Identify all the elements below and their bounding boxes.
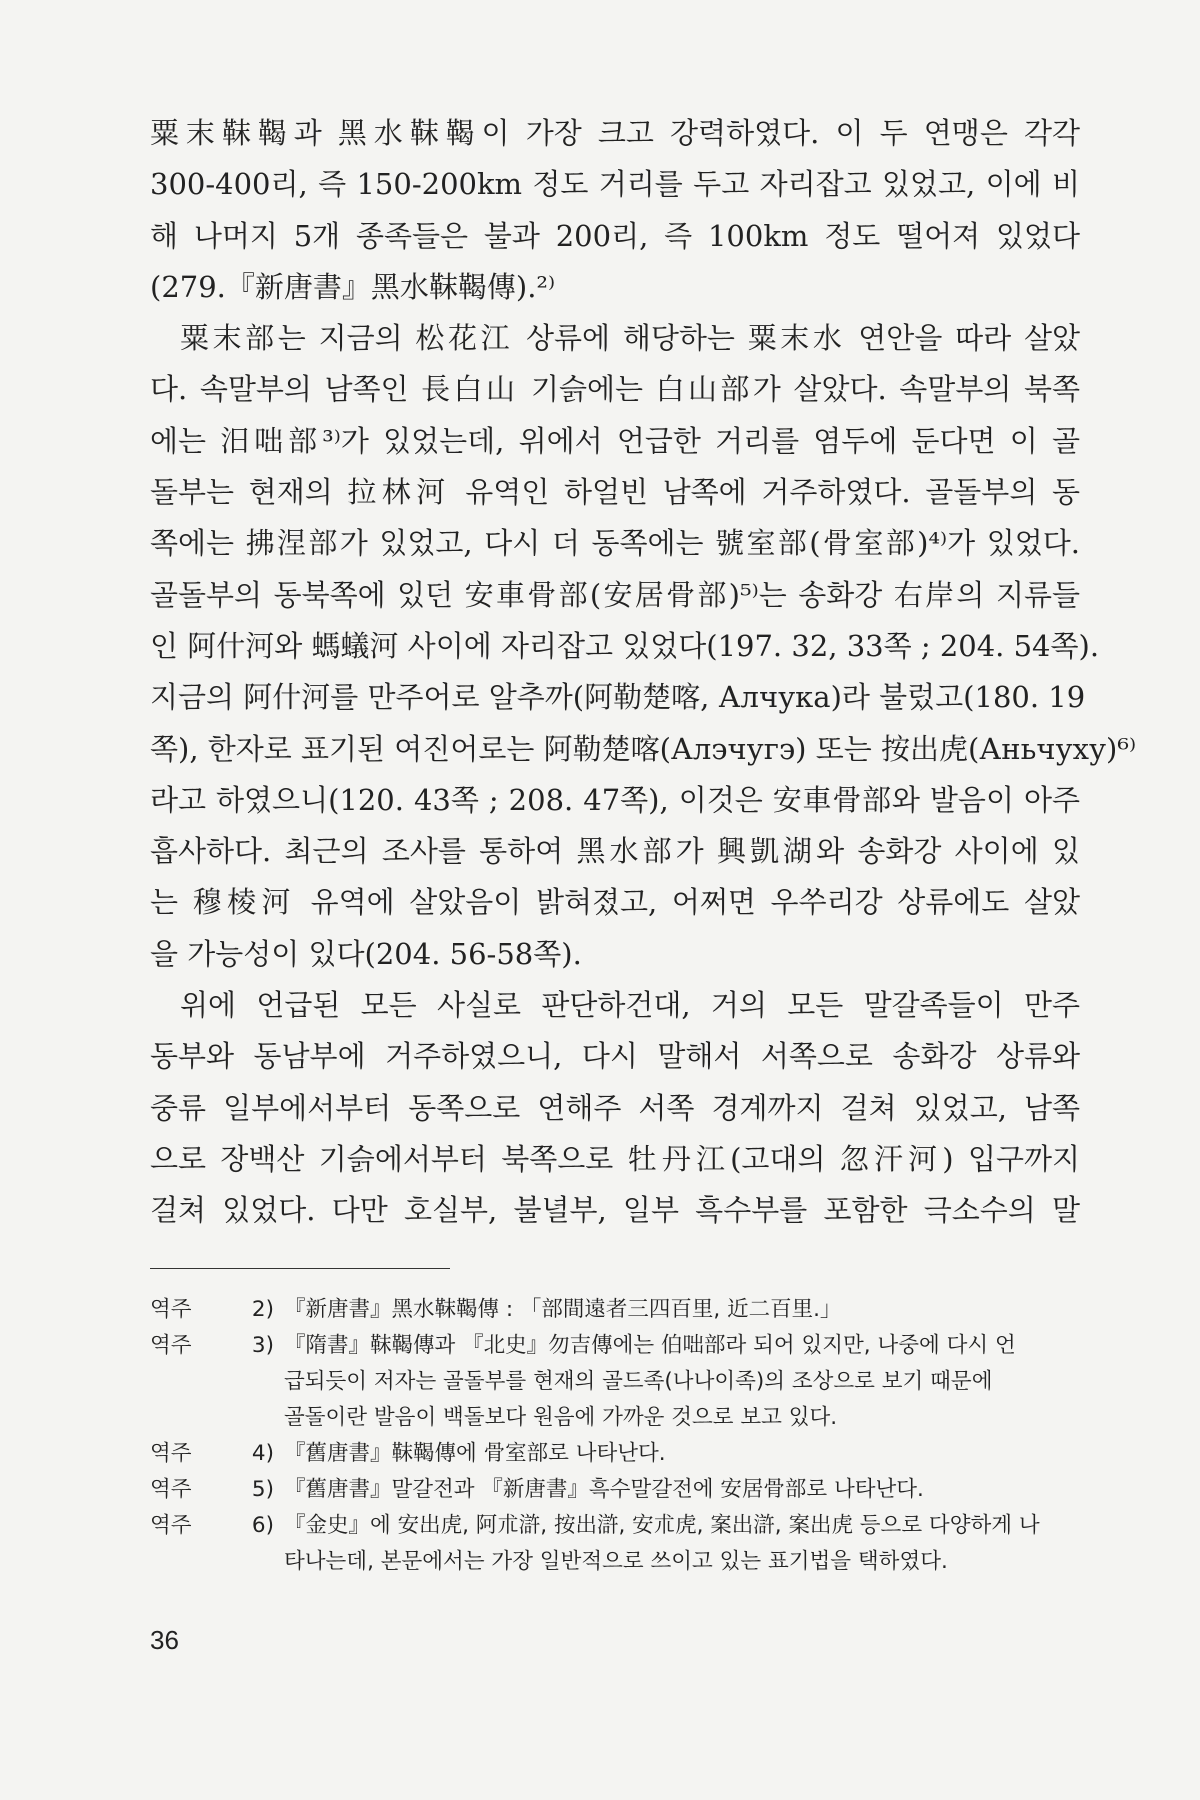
text-line: 粟末部는 지금의 松花江 상류에 해당하는 粟末水 연안을 따라 살았 — [180, 321, 1080, 356]
footnote-text: 『新唐書』黑水靺鞨傳 : 「部間遠者三四百里, 近二百里.」 — [284, 1297, 842, 1322]
text-line: 중류 일부에서부터 동쪽으로 연해주 서쪽 경계까지 걸쳐 있었고, 남쪽 — [150, 1090, 1080, 1125]
text-line: 해 나머지 5개 종족들은 불과 200리, 즉 100km 정도 떨어져 있었다 — [150, 218, 1080, 253]
text-line: 인 阿什河와 螞蟻河 사이에 자리잡고 있었다(197. 32, 33쪽 ; 204. 54쪽). — [150, 628, 1100, 663]
footnote-2 — [150, 1292, 1080, 1328]
text-line: 걸쳐 있었다. 다만 호실부, 불녈부, 일부 흑수부를 포함한 극소수의 말 — [150, 1193, 1080, 1228]
footnote-text: 『金史』에 安出虎, 阿朮滸, 按出滸, 安朮虎, 案出滸, 案出虎 등으로 다양하게 나 — [284, 1513, 1040, 1538]
footnote-number: 2) — [251, 1297, 274, 1322]
footnote-label: 역주 — [150, 1477, 192, 1502]
text-line: 골돌부의 동북쪽에 있던 安車骨部(安居骨部)⁵⁾는 송화강 右岸의 지류들 — [150, 577, 1080, 612]
text-line: 에는 汨咄部³⁾가 있었는데, 위에서 언급한 거리를 염두에 둔다면 이 골 — [150, 423, 1080, 458]
footnote-4 — [150, 1436, 1080, 1472]
text-line: 粟末靺鞨과 黑水靺鞨이 가장 크고 강력하였다. 이 두 연맹은 각각 — [150, 116, 1080, 150]
text-line: 을 가능성이 있다(204. 56-58쪽). — [150, 936, 582, 971]
text-line: 라고 하였으니(120. 43쪽 ; 208. 47쪽), 이것은 安車骨部와 발음이 아주 — [150, 782, 1080, 817]
footnote-label: 역주 — [150, 1513, 192, 1538]
text-line: 300-400리, 즉 150-200km 정도 거리를 두고 자리잡고 있었고, 이에 비 — [150, 167, 1080, 202]
footnote-text: 타나는데, 본문에서는 가장 일반적으로 쓰이고 있는 표기법을 택하였다. — [284, 1549, 948, 1574]
footnote-text: 『隋書』靺鞨傳과 『北史』勿吉傳에는 伯咄部라 되어 있지만, 나중에 다시 언 — [284, 1333, 1016, 1358]
text-line: (279.『新唐書』黑水靺鞨傳).²⁾ — [150, 269, 556, 304]
text-line: 는 穆棱河 유역에 살았음이 밝혀졌고, 어쩌면 우쑤리강 상류에도 살았 — [150, 885, 1080, 920]
page-number: 36 — [150, 1625, 179, 1655]
footnote-number: 4) — [251, 1441, 274, 1466]
text-line: 흡사하다. 최근의 조사를 통하여 黑水部가 興凱湖와 송화강 사이에 있 — [150, 834, 1080, 869]
text-line: 쪽에는 拂涅部가 있었고, 다시 더 동쪽에는 號室部(骨室部)⁴⁾가 있었다. — [150, 526, 1080, 561]
footnote-6 — [150, 1508, 1080, 1580]
footnote-label: 역주 — [150, 1297, 192, 1322]
text-line: 돌부는 현재의 拉林河 유역인 하얼빈 남쪽에 거주하였다. 골돌부의 동 — [150, 475, 1080, 510]
footnote-number: 5) — [251, 1477, 274, 1502]
footnote-divider — [150, 1268, 450, 1269]
paragraph-2 — [150, 313, 1137, 980]
paragraph-3 — [150, 980, 1080, 1236]
body-text — [150, 108, 1137, 1237]
footnote-label: 역주 — [150, 1333, 192, 1358]
footnote-text: 급되듯이 저자는 골돌부를 현재의 골드족(나나이족)의 조상으로 보기 때문에 — [284, 1369, 993, 1394]
paragraph-1 — [150, 108, 1080, 313]
text-line: 쪽), 한자로 표기된 여진어로는 阿勒楚喀(Алэчугэ) 또는 按出虎(Аньчуху)⁶⁾ — [150, 731, 1137, 766]
footnote-3 — [150, 1328, 1080, 1436]
footnote-5 — [150, 1472, 1080, 1508]
footnote-number: 6) — [251, 1513, 274, 1538]
text-line: 지금의 阿什河를 만주어로 알추까(阿勒楚喀, Алчука)라 불렀고(180. 19 — [150, 680, 1086, 715]
footnote-label: 역주 — [150, 1441, 192, 1466]
text-line: 동부와 동남부에 거주하였으니, 다시 말해서 서쪽으로 송화강 상류와 — [150, 1039, 1080, 1074]
footnote-text: 골돌이란 발음이 백돌보다 원음에 가까운 것으로 보고 있다. — [284, 1405, 838, 1430]
text-line: 으로 장백산 기슭에서부터 북쪽으로 牡丹江(고대의 忽汗河) 입구까지 — [150, 1141, 1080, 1176]
footnote-text: 『舊唐書』말갈전과 『新唐書』흑수말갈전에 安居骨部로 나타난다. — [284, 1477, 924, 1502]
footnotes — [150, 1292, 1080, 1580]
footnote-text: 『舊唐書』靺鞨傳에 骨室部로 나타난다. — [284, 1441, 666, 1466]
text-line: 다. 속말부의 남쪽인 長白山 기슭에는 白山部가 살았다. 속말부의 북쪽 — [150, 372, 1080, 407]
footnote-number: 3) — [251, 1333, 274, 1358]
text-line: 위에 언급된 모든 사실로 판단하건대, 거의 모든 말갈족들이 만주 — [180, 988, 1080, 1023]
